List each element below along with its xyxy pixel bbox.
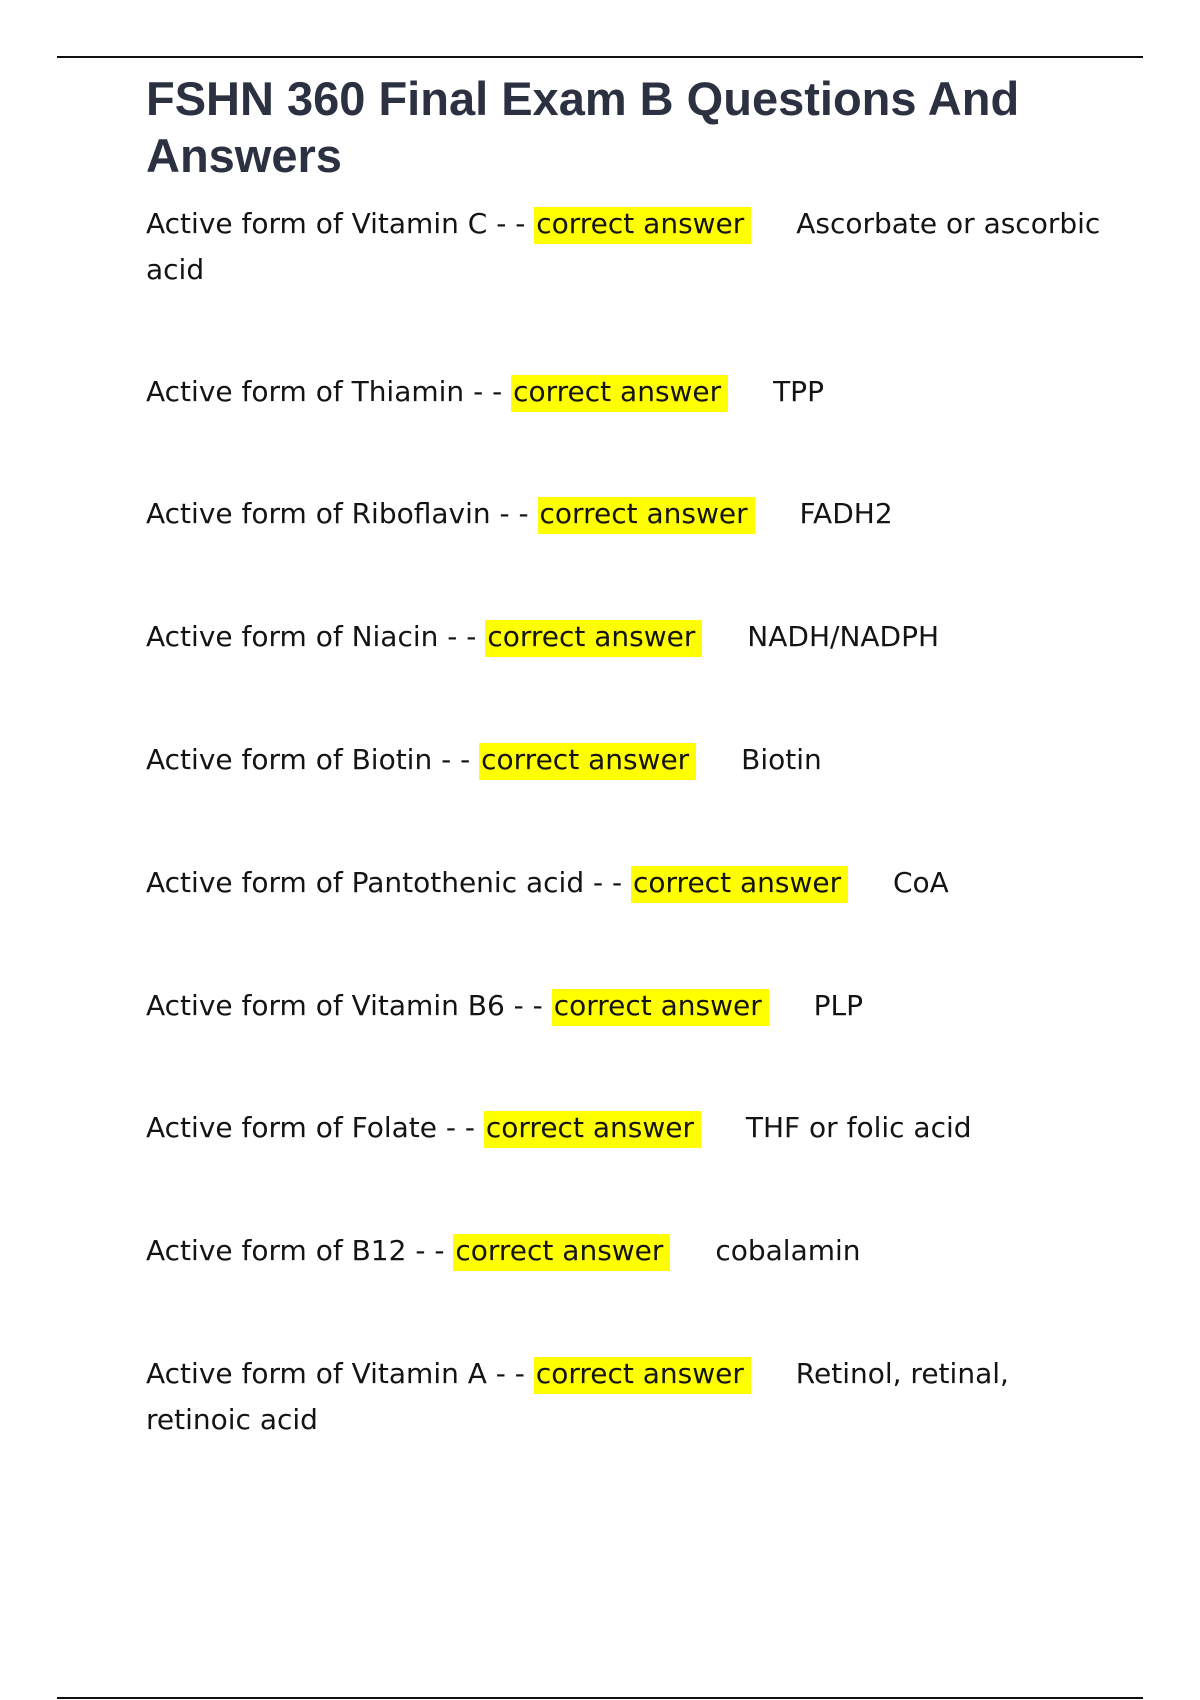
question-text: Active form of Folate - - xyxy=(146,1111,475,1144)
qa-item xyxy=(146,737,1106,783)
question-text: Active form of Niacin - - xyxy=(146,620,477,653)
question-text: Active form of Thiamin - - xyxy=(146,375,503,408)
qa-item xyxy=(146,1105,1106,1151)
answer-text: Biotin xyxy=(741,743,822,776)
qa-item xyxy=(146,1228,1106,1274)
answer-label: correct answer xyxy=(484,1111,701,1148)
question-text: Active form of Pantothenic acid - - xyxy=(146,866,623,899)
answer-text: Ascorbate or ascorbic acid xyxy=(146,207,1101,286)
question-text: Active form of Riboflavin - - xyxy=(146,497,529,530)
answer-text: TPP xyxy=(773,375,824,408)
answer-label: correct answer xyxy=(534,1357,751,1394)
answer-label: correct answer xyxy=(631,866,848,903)
document-title: FSHN 360 Final Exam B Questions And Answers xyxy=(146,72,1020,182)
answer-label: correct answer xyxy=(538,497,755,534)
answer-label: correct answer xyxy=(511,375,728,412)
bottom-rule xyxy=(57,1697,1143,1699)
answer-text: Retinol, retinal, retinoic acid xyxy=(146,1357,1009,1436)
answer-text: THF or folic acid xyxy=(745,1111,972,1144)
qa-item xyxy=(146,983,1106,1029)
answer-text: PLP xyxy=(813,989,864,1022)
qa-item xyxy=(146,369,1106,415)
answer-label: correct answer xyxy=(453,1234,670,1271)
qa-item xyxy=(146,1351,1106,1443)
question-text: Active form of Biotin - - xyxy=(146,743,471,776)
document-body xyxy=(146,70,1106,1443)
qa-item xyxy=(146,860,1106,906)
top-rule xyxy=(57,56,1143,58)
qa-item xyxy=(146,614,1106,660)
answer-text: CoA xyxy=(893,866,949,899)
qa-item xyxy=(146,201,1106,293)
question-text: Active form of Vitamin A - - xyxy=(146,1357,525,1390)
answer-label: correct answer xyxy=(485,620,702,657)
answer-text: FADH2 xyxy=(799,497,893,530)
question-text: Active form of Vitamin B6 - - xyxy=(146,989,543,1022)
answer-label: correct answer xyxy=(552,989,769,1026)
answer-text: cobalamin xyxy=(715,1234,861,1267)
answer-label: correct answer xyxy=(534,207,751,244)
qa-list xyxy=(146,201,1106,1443)
question-text: Active form of B12 - - xyxy=(146,1234,445,1267)
question-text: Active form of Vitamin C - - xyxy=(146,207,526,240)
qa-item xyxy=(146,491,1106,537)
answer-label: correct answer xyxy=(479,743,696,780)
answer-text: NADH/NADPH xyxy=(747,620,940,653)
